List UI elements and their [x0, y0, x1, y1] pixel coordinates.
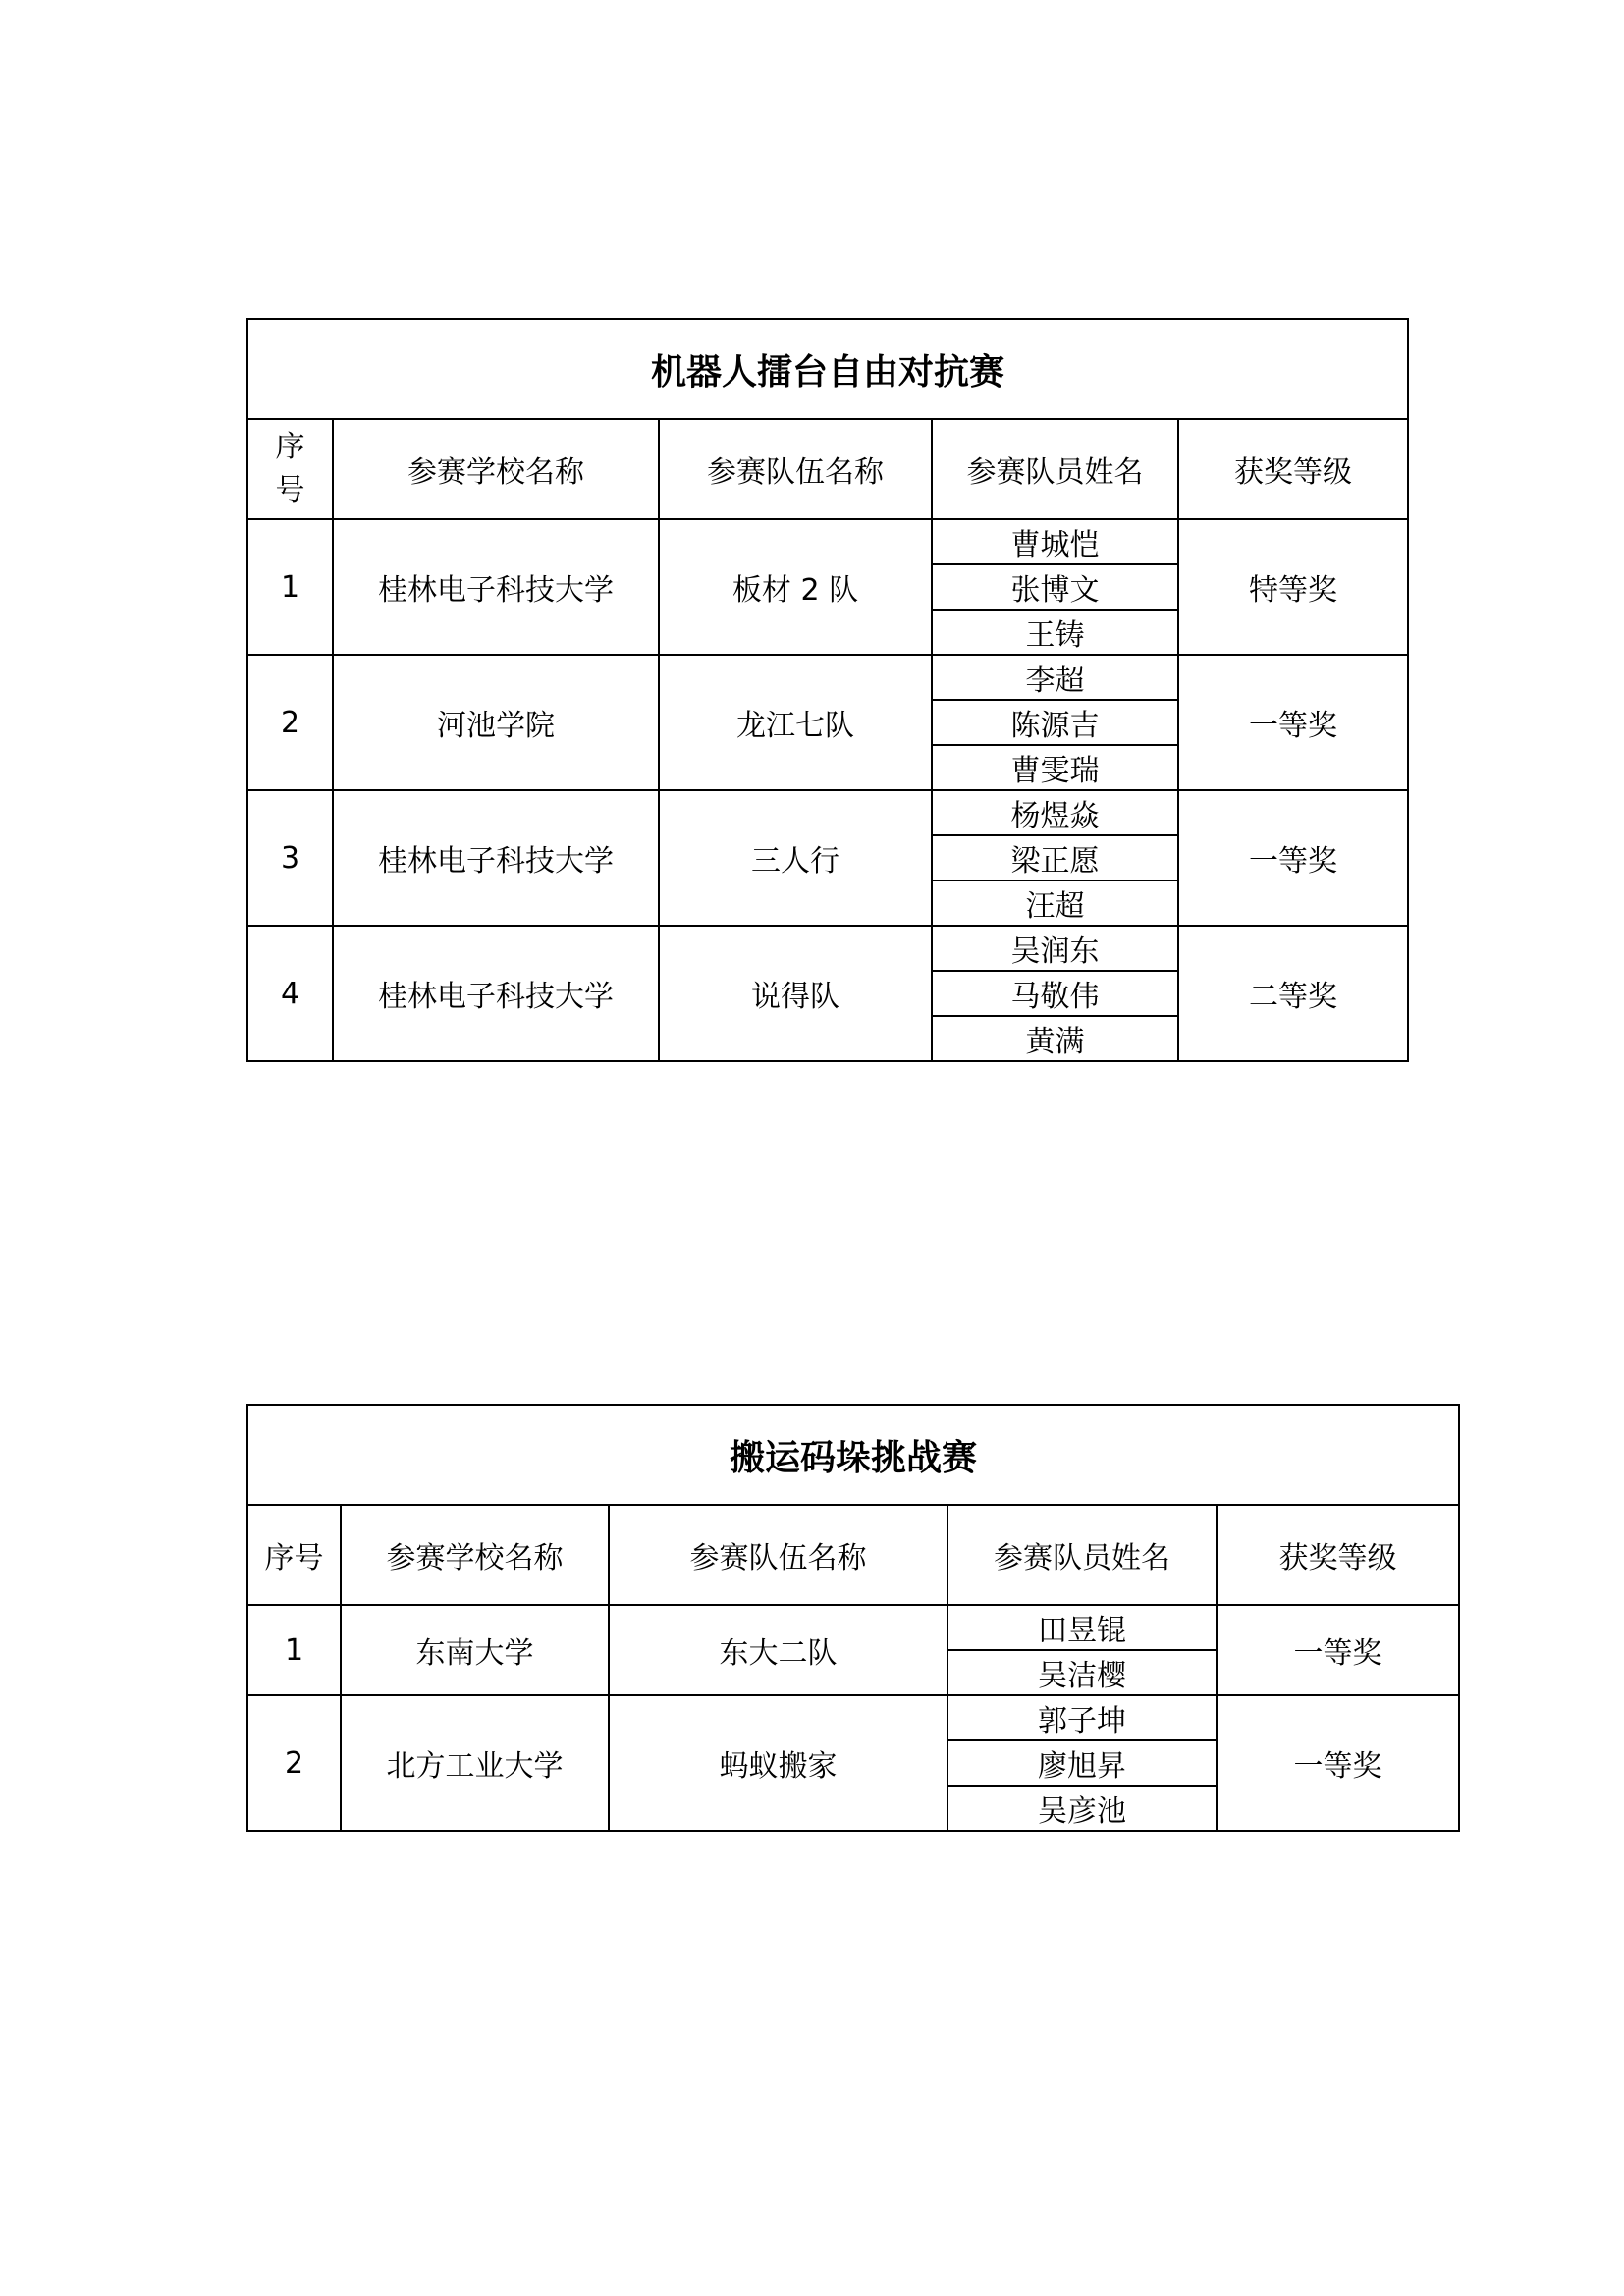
cell-school: 河池学院	[333, 655, 659, 790]
cell-school: 桂林电子科技大学	[333, 790, 659, 926]
cell-award: 特等奖	[1178, 519, 1408, 655]
cell-member: 郭子坤	[947, 1695, 1217, 1740]
cell-award: 一等奖	[1217, 1605, 1459, 1695]
header-award: 获奖等级	[1178, 419, 1408, 519]
header-school: 参赛学校名称	[341, 1505, 609, 1605]
cell-member: 黄满	[932, 1016, 1178, 1061]
cell-seq: 2	[247, 1695, 341, 1831]
header-members: 参赛队员姓名	[947, 1505, 1217, 1605]
table-row	[247, 1695, 1459, 1740]
cell-member: 吴洁樱	[947, 1650, 1217, 1695]
cell-school: 桂林电子科技大学	[333, 926, 659, 1061]
cell-member: 吴润东	[932, 926, 1178, 971]
header-seq: 序号	[247, 1505, 341, 1605]
cell-member: 张博文	[932, 564, 1178, 610]
cell-school: 北方工业大学	[341, 1695, 609, 1831]
table-title: 搬运码垛挑战赛	[247, 1405, 1459, 1505]
cell-member: 廖旭昇	[947, 1740, 1217, 1786]
header-seq-line1: 序	[275, 430, 305, 464]
cell-seq: 1	[247, 519, 333, 655]
header-team: 参赛队伍名称	[609, 1505, 947, 1605]
cell-member: 王铸	[932, 610, 1178, 655]
table-row	[247, 655, 1408, 700]
cell-team: 龙江七队	[659, 655, 932, 790]
cell-member: 李超	[932, 655, 1178, 700]
cell-member: 田昱锟	[947, 1605, 1217, 1650]
table-row	[247, 790, 1408, 835]
table-row	[247, 926, 1408, 971]
cell-team: 板材 2 队	[659, 519, 932, 655]
table-row	[247, 1605, 1459, 1650]
cell-member: 曹雯瑞	[932, 745, 1178, 790]
cell-team: 说得队	[659, 926, 932, 1061]
award-table-robot-arena	[246, 318, 1409, 1062]
cell-award: 一等奖	[1217, 1695, 1459, 1831]
cell-team: 三人行	[659, 790, 932, 926]
header-seq-line2: 号	[275, 473, 305, 507]
cell-member: 汪超	[932, 881, 1178, 926]
cell-member: 杨煜焱	[932, 790, 1178, 835]
cell-award: 一等奖	[1178, 655, 1408, 790]
award-table-palletizing	[246, 1404, 1460, 1832]
header-members: 参赛队员姓名	[932, 419, 1178, 519]
cell-award: 二等奖	[1178, 926, 1408, 1061]
header-school: 参赛学校名称	[333, 419, 659, 519]
header-team: 参赛队伍名称	[659, 419, 932, 519]
cell-seq: 4	[247, 926, 333, 1061]
cell-team: 东大二队	[609, 1605, 947, 1695]
cell-member: 陈源吉	[932, 700, 1178, 745]
cell-team: 蚂蚁搬家	[609, 1695, 947, 1831]
header-seq	[247, 419, 333, 519]
cell-member: 梁正愿	[932, 835, 1178, 881]
cell-award: 一等奖	[1178, 790, 1408, 926]
header-award: 获奖等级	[1217, 1505, 1459, 1605]
cell-seq: 3	[247, 790, 333, 926]
table-row	[247, 519, 1408, 564]
cell-school: 桂林电子科技大学	[333, 519, 659, 655]
table-title: 机器人擂台自由对抗赛	[247, 319, 1408, 419]
cell-member: 吴彦池	[947, 1786, 1217, 1831]
cell-member: 曹城恺	[932, 519, 1178, 564]
cell-member: 马敬伟	[932, 971, 1178, 1016]
cell-seq: 1	[247, 1605, 341, 1695]
cell-seq: 2	[247, 655, 333, 790]
cell-school: 东南大学	[341, 1605, 609, 1695]
